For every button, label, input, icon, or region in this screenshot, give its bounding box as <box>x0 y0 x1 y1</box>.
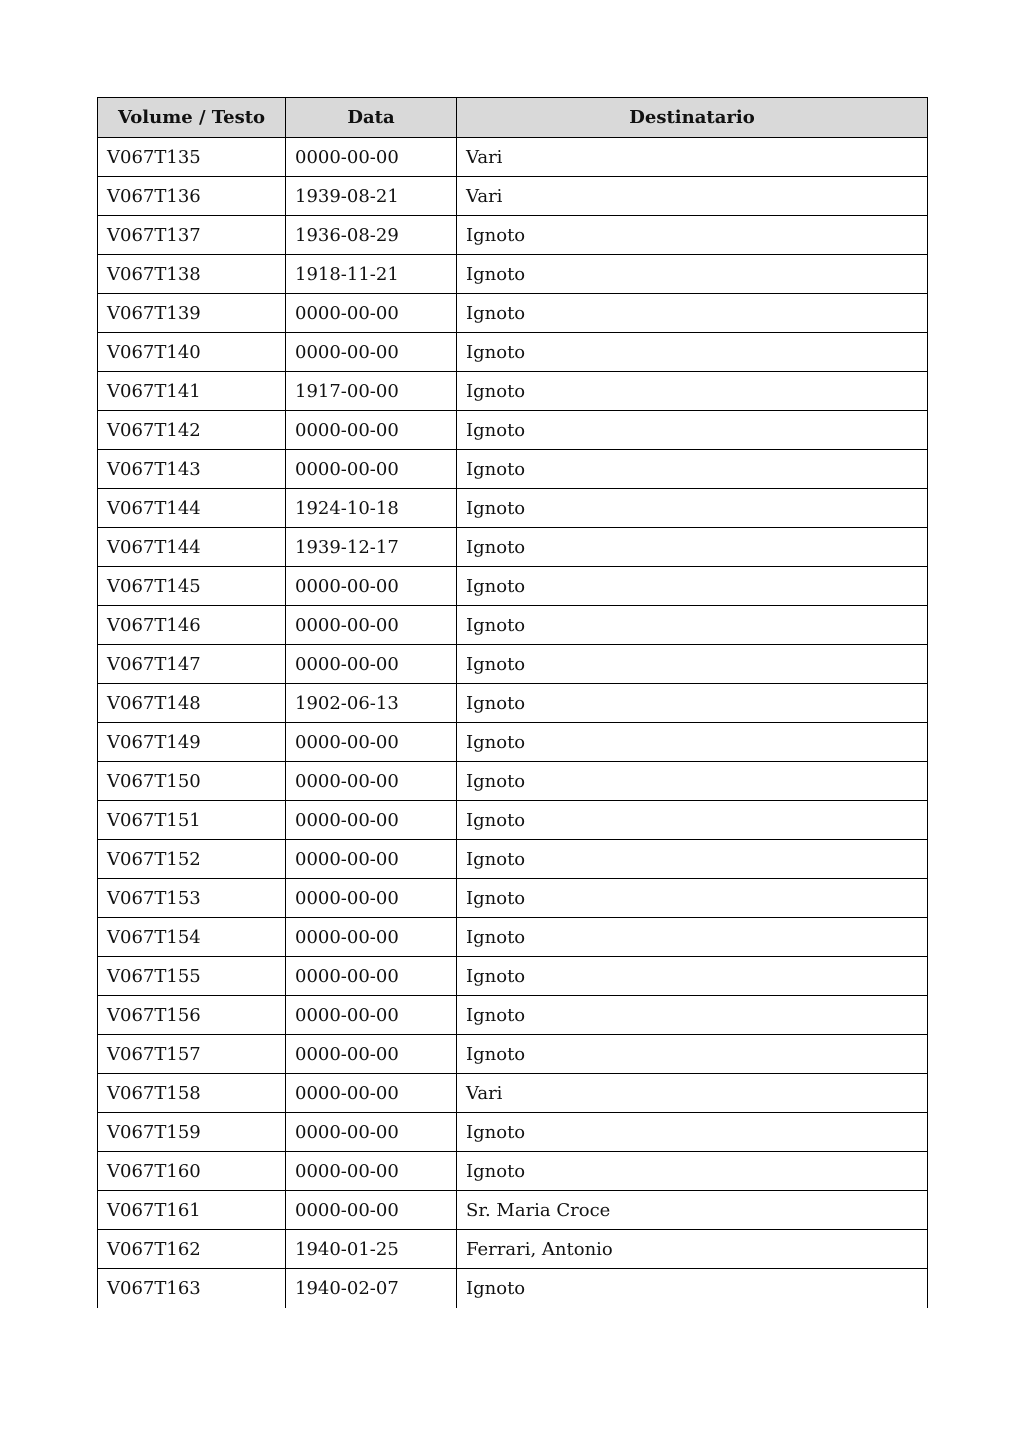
cell-destinatario: Ignoto <box>457 450 928 489</box>
cell-destinatario: Ignoto <box>457 489 928 528</box>
cell-data: 1918-11-21 <box>286 255 457 294</box>
table-row <box>98 996 928 1035</box>
header-data: Data <box>286 98 457 138</box>
cell-volume-testo: V067T150 <box>98 762 286 801</box>
cell-volume-testo: V067T138 <box>98 255 286 294</box>
cell-volume-testo: V067T142 <box>98 411 286 450</box>
cell-data: 0000-00-00 <box>286 957 457 996</box>
cell-data: 0000-00-00 <box>286 606 457 645</box>
cell-volume-testo: V067T162 <box>98 1230 286 1269</box>
cell-volume-testo: V067T147 <box>98 645 286 684</box>
cell-volume-testo: V067T136 <box>98 177 286 216</box>
cell-data: 1939-12-17 <box>286 528 457 567</box>
cell-destinatario: Sr. Maria Croce <box>457 1191 928 1230</box>
cell-destinatario: Ignoto <box>457 567 928 606</box>
cell-data: 1902-06-13 <box>286 684 457 723</box>
cell-data: 0000-00-00 <box>286 1035 457 1074</box>
cell-volume-testo: V067T153 <box>98 879 286 918</box>
cell-data: 0000-00-00 <box>286 450 457 489</box>
table-row <box>98 411 928 450</box>
cell-destinatario: Ignoto <box>457 606 928 645</box>
cell-destinatario: Ignoto <box>457 372 928 411</box>
cell-destinatario: Ferrari, Antonio <box>457 1230 928 1269</box>
cell-volume-testo: V067T161 <box>98 1191 286 1230</box>
cell-volume-testo: V067T154 <box>98 918 286 957</box>
cell-destinatario: Vari <box>457 1074 928 1113</box>
cell-volume-testo: V067T160 <box>98 1152 286 1191</box>
cell-data: 1936-08-29 <box>286 216 457 255</box>
cell-destinatario: Vari <box>457 177 928 216</box>
cell-data: 0000-00-00 <box>286 1152 457 1191</box>
header-destinatario: Destinatario <box>457 98 928 138</box>
table-row <box>98 840 928 879</box>
table-row <box>98 255 928 294</box>
cell-volume-testo: V067T163 <box>98 1269 286 1308</box>
cell-volume-testo: V067T155 <box>98 957 286 996</box>
table-row <box>98 918 928 957</box>
table-header-row <box>98 98 928 138</box>
table-row <box>98 1230 928 1269</box>
cell-volume-testo: V067T156 <box>98 996 286 1035</box>
cell-data: 0000-00-00 <box>286 762 457 801</box>
cell-data: 0000-00-00 <box>286 996 457 1035</box>
cell-volume-testo: V067T146 <box>98 606 286 645</box>
table-row <box>98 762 928 801</box>
cell-data: 0000-00-00 <box>286 645 457 684</box>
cell-destinatario: Ignoto <box>457 294 928 333</box>
cell-data: 0000-00-00 <box>286 1113 457 1152</box>
table-row <box>98 1035 928 1074</box>
cell-data: 1939-08-21 <box>286 177 457 216</box>
table-body <box>98 138 928 1308</box>
cell-volume-testo: V067T151 <box>98 801 286 840</box>
cell-volume-testo: V067T139 <box>98 294 286 333</box>
table-row <box>98 333 928 372</box>
cell-destinatario: Ignoto <box>457 1152 928 1191</box>
cell-volume-testo: V067T143 <box>98 450 286 489</box>
cell-data: 0000-00-00 <box>286 1191 457 1230</box>
table-row <box>98 879 928 918</box>
cell-volume-testo: V067T135 <box>98 138 286 177</box>
cell-destinatario: Ignoto <box>457 996 928 1035</box>
table-row <box>98 177 928 216</box>
cell-volume-testo: V067T144 <box>98 528 286 567</box>
cell-destinatario: Ignoto <box>457 1269 928 1308</box>
table-row <box>98 801 928 840</box>
records-table <box>97 97 928 1308</box>
table-row <box>98 1152 928 1191</box>
cell-destinatario: Ignoto <box>457 255 928 294</box>
cell-volume-testo: V067T152 <box>98 840 286 879</box>
cell-data: 1940-02-07 <box>286 1269 457 1308</box>
cell-volume-testo: V067T148 <box>98 684 286 723</box>
cell-volume-testo: V067T137 <box>98 216 286 255</box>
cell-data: 0000-00-00 <box>286 1074 457 1113</box>
cell-destinatario: Ignoto <box>457 918 928 957</box>
header-volume-testo: Volume / Testo <box>98 98 286 138</box>
cell-destinatario: Ignoto <box>457 723 928 762</box>
cell-volume-testo: V067T141 <box>98 372 286 411</box>
cell-data: 0000-00-00 <box>286 918 457 957</box>
cell-volume-testo: V067T158 <box>98 1074 286 1113</box>
table-row <box>98 606 928 645</box>
cell-destinatario: Ignoto <box>457 411 928 450</box>
table-row <box>98 684 928 723</box>
table-row <box>98 645 928 684</box>
cell-destinatario: Vari <box>457 138 928 177</box>
table-row <box>98 723 928 762</box>
cell-destinatario: Ignoto <box>457 762 928 801</box>
cell-destinatario: Ignoto <box>457 801 928 840</box>
cell-destinatario: Ignoto <box>457 684 928 723</box>
cell-destinatario: Ignoto <box>457 1113 928 1152</box>
table-row <box>98 450 928 489</box>
cell-data: 1917-00-00 <box>286 372 457 411</box>
cell-data: 0000-00-00 <box>286 411 457 450</box>
table-row <box>98 1113 928 1152</box>
cell-volume-testo: V067T145 <box>98 567 286 606</box>
cell-data: 0000-00-00 <box>286 567 457 606</box>
cell-volume-testo: V067T144 <box>98 489 286 528</box>
table-row <box>98 1269 928 1308</box>
cell-data: 0000-00-00 <box>286 138 457 177</box>
cell-data: 0000-00-00 <box>286 333 457 372</box>
cell-destinatario: Ignoto <box>457 528 928 567</box>
cell-destinatario: Ignoto <box>457 333 928 372</box>
table-row <box>98 294 928 333</box>
table-row <box>98 489 928 528</box>
cell-data: 0000-00-00 <box>286 294 457 333</box>
cell-data: 0000-00-00 <box>286 801 457 840</box>
table-row <box>98 567 928 606</box>
cell-data: 1940-01-25 <box>286 1230 457 1269</box>
cell-data: 1924-10-18 <box>286 489 457 528</box>
cell-destinatario: Ignoto <box>457 879 928 918</box>
cell-destinatario: Ignoto <box>457 645 928 684</box>
cell-destinatario: Ignoto <box>457 1035 928 1074</box>
table-row <box>98 1191 928 1230</box>
cell-volume-testo: V067T149 <box>98 723 286 762</box>
table-row <box>98 957 928 996</box>
cell-volume-testo: V067T157 <box>98 1035 286 1074</box>
cell-volume-testo: V067T140 <box>98 333 286 372</box>
cell-destinatario: Ignoto <box>457 216 928 255</box>
cell-data: 0000-00-00 <box>286 840 457 879</box>
table-row <box>98 216 928 255</box>
table-row <box>98 372 928 411</box>
cell-data: 0000-00-00 <box>286 723 457 762</box>
table-row <box>98 138 928 177</box>
table-row <box>98 528 928 567</box>
cell-data: 0000-00-00 <box>286 879 457 918</box>
cell-destinatario: Ignoto <box>457 840 928 879</box>
document-page <box>97 97 927 1308</box>
table-row <box>98 1074 928 1113</box>
cell-destinatario: Ignoto <box>457 957 928 996</box>
cell-volume-testo: V067T159 <box>98 1113 286 1152</box>
